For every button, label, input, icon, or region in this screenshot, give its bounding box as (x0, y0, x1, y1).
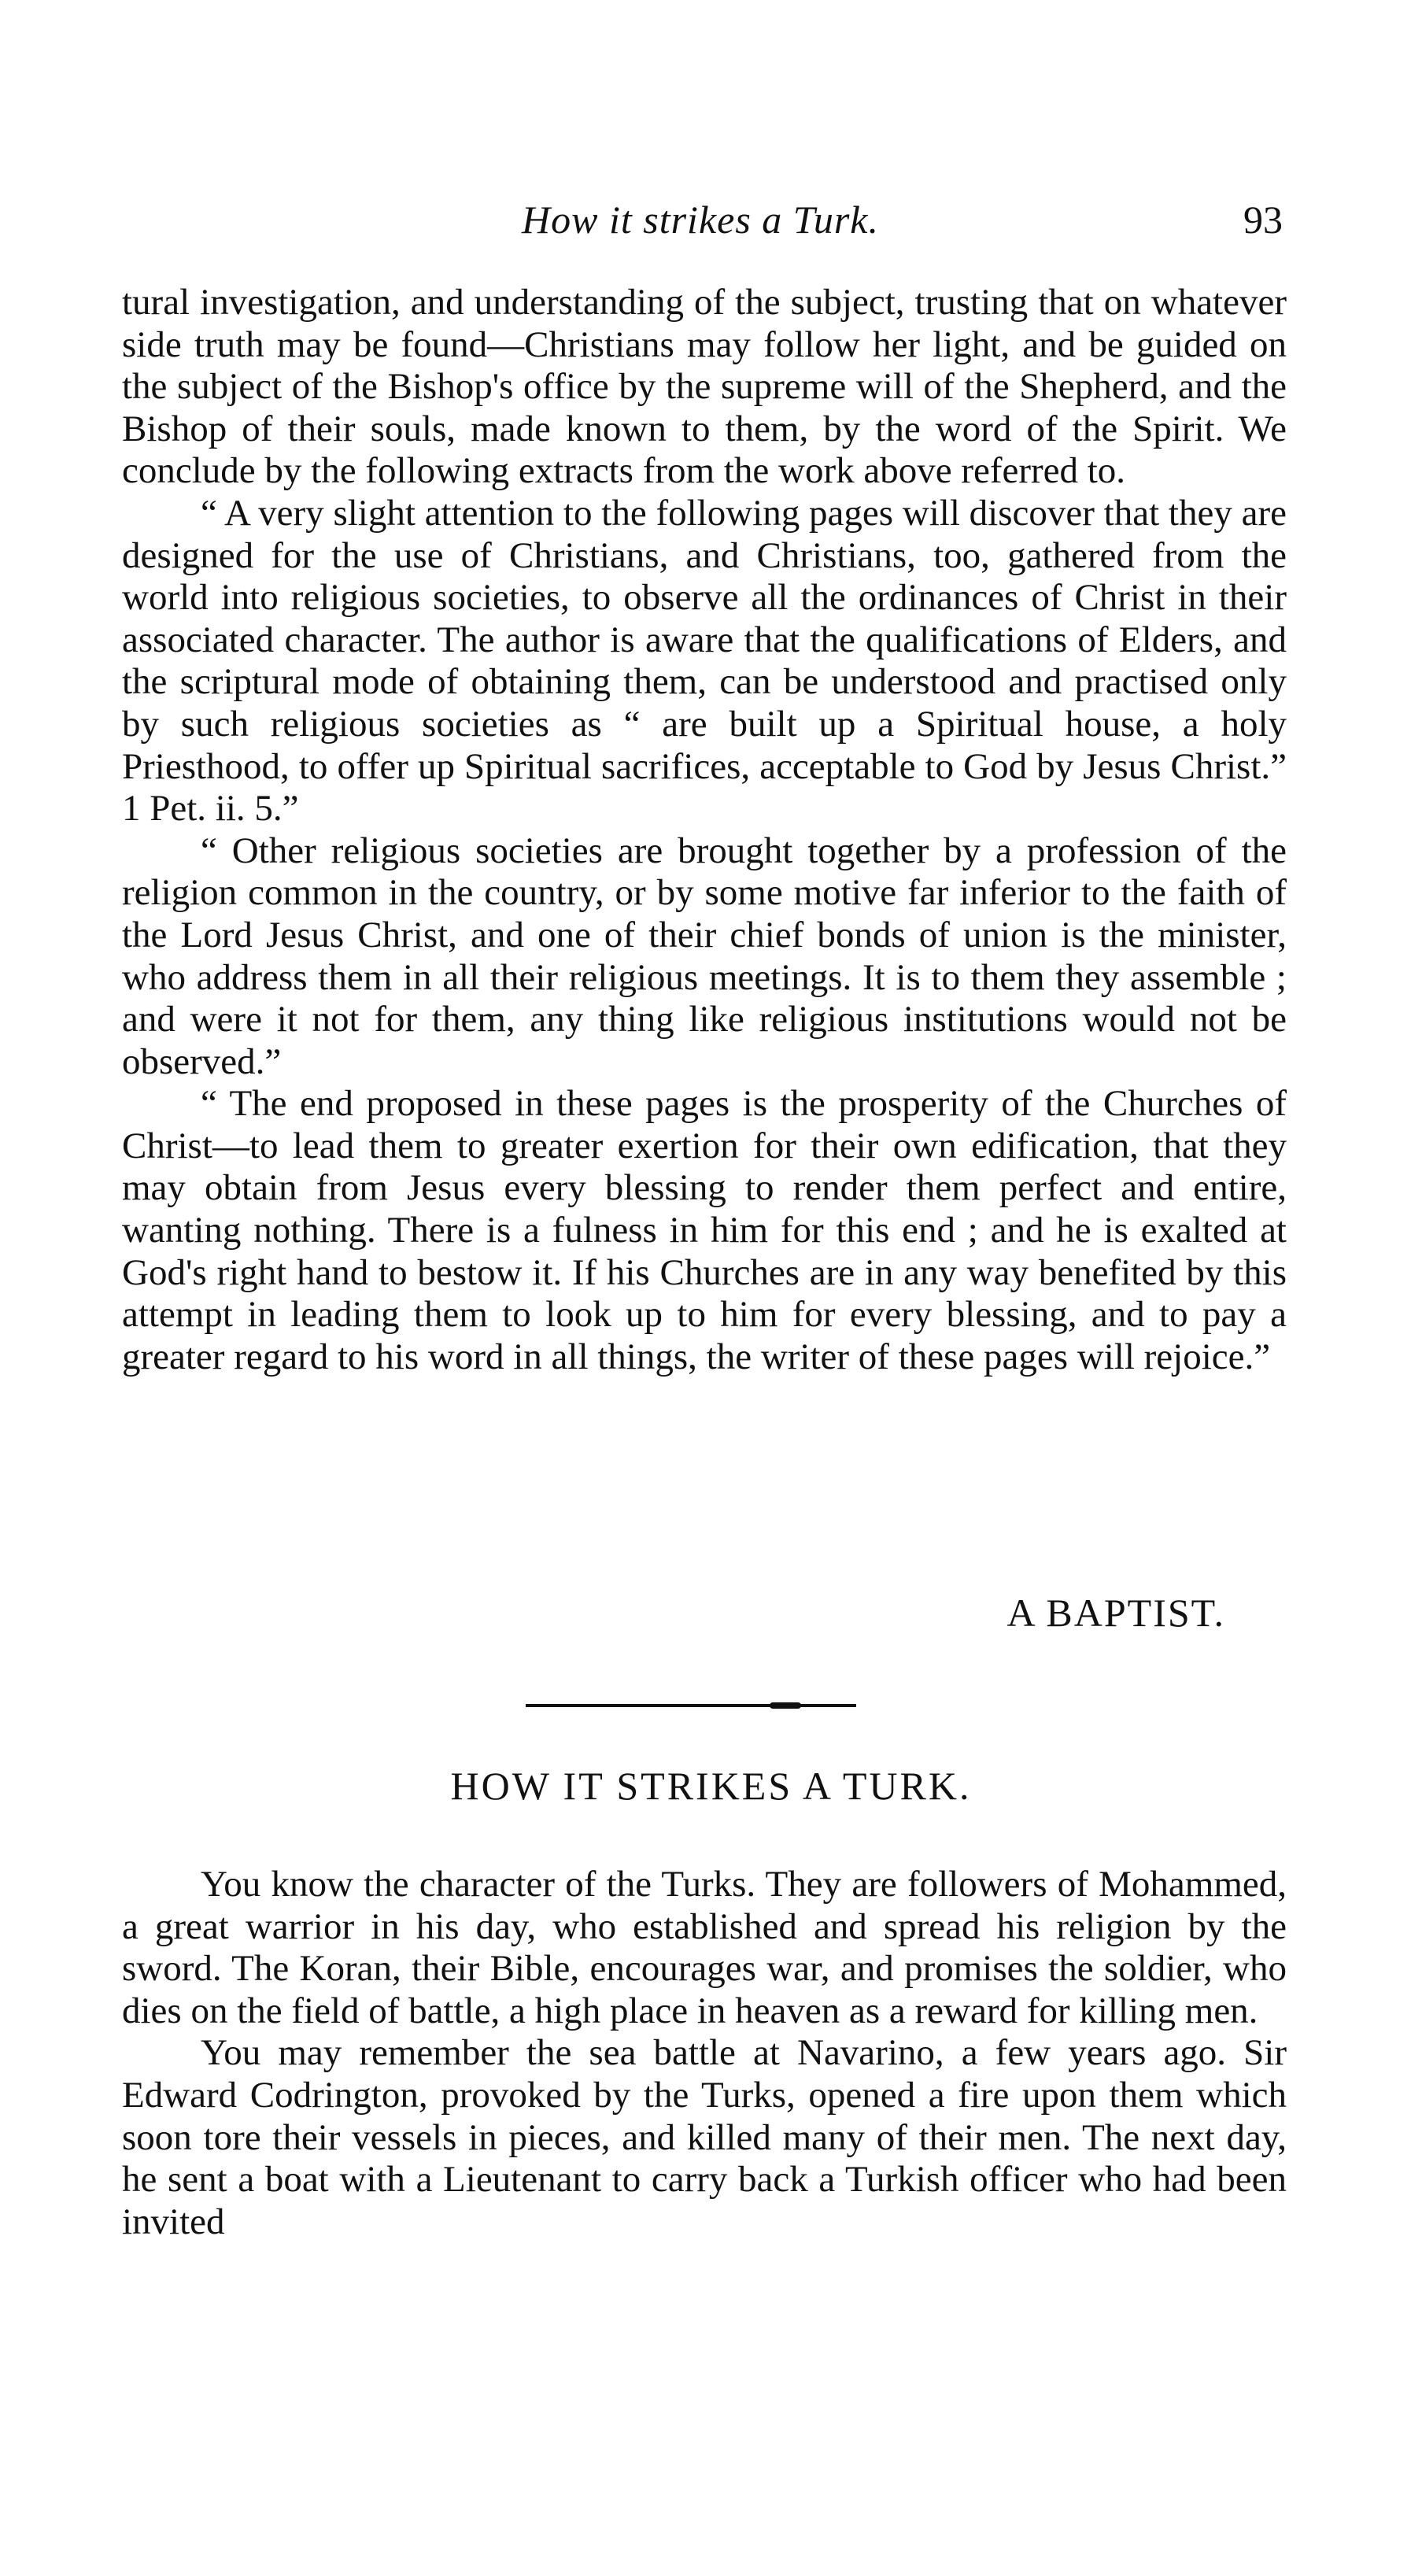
running-head (118, 197, 1283, 252)
running-title: How it strikes a Turk. (522, 198, 879, 242)
paragraph-continuation: tural investigation, and understanding of the subject, trusting that on whatever side truth may be found—Christians may follow her light, and be guided on the subject of the Bishop's office by the supreme will of the Shepherd, and the Bishop of their souls, made known to them, by the word of the Spirit. We conclude by the following extracts from the work above referred to. (122, 282, 1287, 492)
paragraph: You may remember the sea battle at Navarino, a few years ago. Sir Edward Codrington, provoked by the Turks, opened a fire upon them which soon tore their vessels in pieces, and killed many of their men. The next day, he sent a boat with a Lieutenant to carry back a Turkish officer who had been invited (122, 2032, 1287, 2242)
paragraph: You know the character of the Turks. They are followers of Mohammed, a great warrior in his day, who established and spread his religion by the sword. The Koran, their Bible, encourages war, and promises the soldier, who dies on the field of battle, a high place in heaven as a reward for killing men. (122, 1864, 1287, 2031)
author-signature: A BAPTIST. (1006, 1591, 1225, 1635)
paragraph-quote: “ A very slight attention to the following pages will discover that they are designed for the use of Christians, and Christians, too, gathered from the world into religious societies, to observe all the ordinances of Christ in their associated character. The author is aware that the qualifications of Elders, and the scriptural mode of obtaining them, can be understood and practised only by such religious societies as “ are built up a Spiritual house, a holy Priesthood, to offer up Spiritual sacrifices, acceptable to God by Jesus Christ.” 1 Pet. ii. 5.” (122, 492, 1287, 830)
paragraph-quote: “ The end proposed in these pages is the prosperity of the Churches of Christ—to lead them to greater exertion for their own edification, that they may obtain from Jesus every blessing to render them perfect and entire, wanting nothing. There is a fulness in him for this end ; and he is exalted at God's right hand to bestow it. If his Churches are in any way benefited by this attempt in leading them to look up to him for every blessing, and to pay a greater regard to his word in all things, the writer of these pages will rejoice.” (122, 1083, 1287, 1377)
section-text (122, 1864, 1287, 2243)
section-heading: HOW IT STRIKES A TURK. (450, 1764, 972, 1808)
page-number: 93 (1243, 198, 1283, 242)
paragraph-quote: “ Other religious societies are brought together by a profession of the religion common in the country, or by some motive far inferior to the faith of the Lord Jesus Christ, and one of their chief bonds of union is the minister, who address them in all their religious meetings. It is to them they assemble ; and were it not for them, any thing like religious institutions would not be observed.” (122, 830, 1287, 1082)
extract-text (122, 282, 1287, 1378)
section-divider (526, 1704, 856, 1707)
